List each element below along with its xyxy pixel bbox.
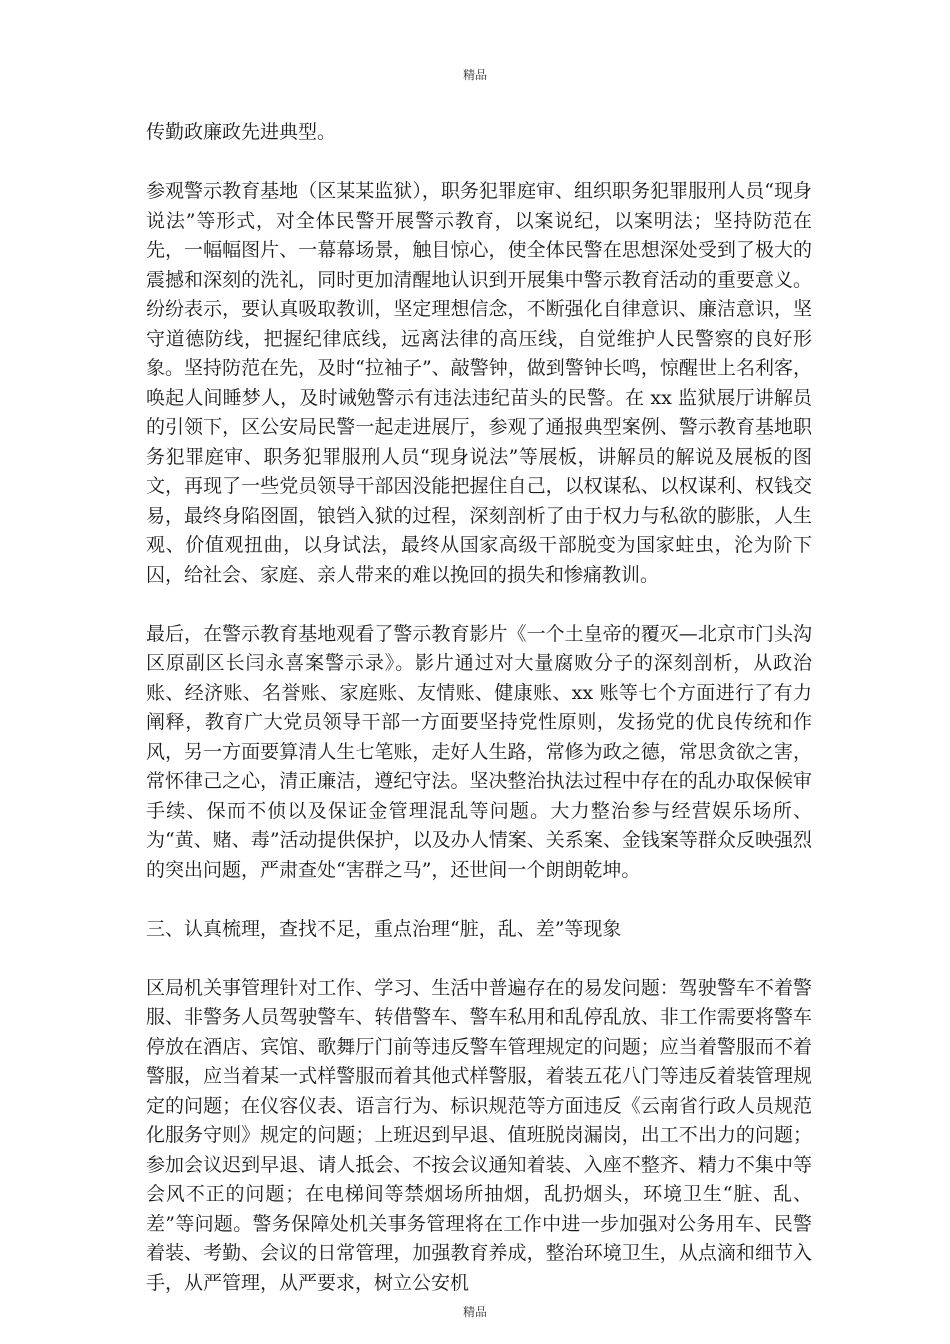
paragraph-office-management: 区局机关事管理针对工作、学习、生活中普遍存在的易发问题：驾驶警车不着警服、非警务人员驾驶警车、转借警车、警车私用和乱停乱放、非工作需要将警车停放在酒店、宾馆、歌舞厅门前等违反警车管理规定的问题；应当着警服而不着警服，应当着某一式样警服而着其他式样警服，着装五花八门等违反着装管理规定的问题；在仪容仪表、语言行为、标识规范等方面违反《云南省行政人员规范化服务守则》规定的问题；上班迟到早退、值班脱岗漏岗，出工不出力的问题；参加会议迟到早退、请人抵会、不按会议通知着装、入座不整齐、精力不集中等会风不正的问题；在电梯间等禁烟场所抽烟，乱扔烟头，环境卫生“脏、乱、差”等问题。警务保障处机关事务管理将在工作中进一步加强对公务用车、民警着装、考勤、会议的日常管理，加强教育养成，整治环境卫生，从点滴和细节入手，从严管理，从严要求，树立公安机 (146, 976, 812, 1294)
paragraph-gap (146, 944, 812, 974)
paragraph-intro-tail: 传勤政廉政先进典型。 (146, 121, 337, 143)
document-body (146, 118, 812, 1298)
page-header: 精品 (462, 68, 487, 82)
paragraph-gap (146, 590, 812, 620)
paragraph-gap (146, 148, 812, 178)
paragraph-gap (146, 885, 812, 915)
section-heading-three: 三、认真梳理，查找不足，重点治理“脏，乱、差”等现象 (146, 917, 622, 940)
paragraph-warning-base-visit: 参观警示教育基地（区某某监狱），职务犯罪庭审、组织职务犯罪服刑人员“现身说法”等形式，对全体民警开展警示教育，以案说纪，以案明法；坚持防范在先，一幅幅图片、一幕幕场景，触目惊心，使全体民警在思想深处受到了极大的震撼和深刻的洗礼，同时更加清醒地认识到开展集中警示教育活动的重要意义。纷纷表示，要认真吸取教训，坚定理想信念，不断强化自律意识、廉洁意识，坚守道德防线，把握纪律底线，远离法律的高压线，自觉维护人民警察的良好形象。坚持防范在先，及时“拉袖子”、敲警钟，做到警钟长鸣，惊醒世上名利客，唤起人间睡梦人，及时诫勉警示有违法违纪苗头的民警。在 xx 监狱展厅讲解员的引领下，区公安局民警一起走进展厅，参观了通报典型案例、警示教育基地职务犯罪庭审、职务犯罪服刑人员“现身说法”等展板，讲解员的解说及展板的图文，再现了一些党员领导干部因没能把握住自己，以权谋私、以权谋利、权钱交易，最终身陷囹圄，锒铛入狱的过程，深刻剖析了由于权力与私欲的膨胀，人生观、价值观扭曲，以身试法，最终从国家高级干部脱变为国家蛀虫，沦为阶下囚，给社会、家庭、亲人带来的难以挽回的损失和惨痛教训。 (146, 180, 812, 586)
paragraph-warning-film: 最后，在警示教育基地观看了警示教育影片《一个土皇帝的覆灭—北京市门头沟区原副区长闫永喜案警示录》。影片通过对大量腐败分子的深刻剖析，从政治账、经济账、名誉账、家庭账、友情账、健康账、xx 账等七个方面进行了有力阐释，教育广大党员领导干部一方面要坚持党性原则，发扬党的优良传统和作风，另一方面要算清人生七笔账，走好人生路，常修为政之德，常思贪欲之害，常怀律己之心，清正廉洁，遵纪守法。坚决整治执法过程中存在的乱办取保候审手续、保而不侦以及保证金管理混乱等问题。大力整治参与经营娱乐场所、为“黄、赌、毒”活动提供保护，以及办人情案、关系案、金钱案等群众反映强烈的突出问题，严肃查处“害群之马”，还世间一个朗朗乾坤。 (146, 622, 812, 881)
page-footer: 精品 (462, 1305, 487, 1319)
